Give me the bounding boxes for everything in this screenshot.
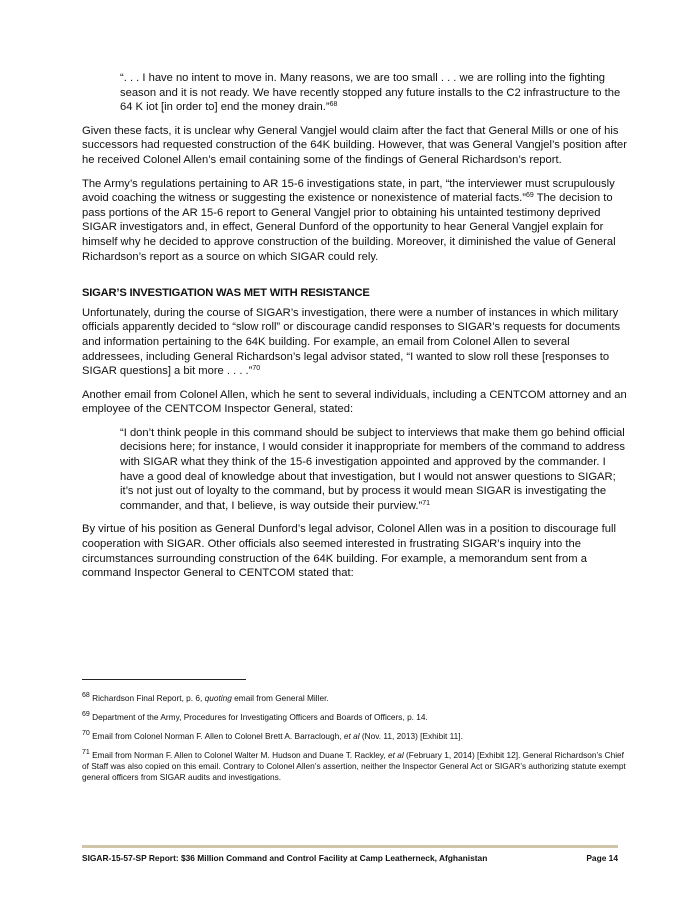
quote-2-text: “I don’t think people in this command should be subject to interviews that make them go behind official decisions here; for instance, I would consider it inappropriate for members of the command to address with SIGAR what they think of the 15-6 investigation appointed and approved by the commander. I have a good deal of knowledge about that investigation, but I would not answer questions to SIGAR; it’s not just out of loyalty to the command, but by process it would mean SIGAR is investigating the commander, and that, I believe, is way outside their purview.” — [120, 426, 625, 512]
paragraph-2-part-b: The decision to pass portions of the AR 15-6 report to General Vangjel prior to obtaining his untainted testimony deprived SIGAR investigators and, in effect, General Dunford of the opportunity to hear General Vangjel explain for himself why he decided to approve construction of the building. Moreover, it diminished the value of General Richardson’s report as a source on which SIGAR could rely. — [82, 192, 616, 263]
footnote-text: (February 1, 2014) [Exhibit 12]. General Richardson’s Chief of Staff was also copied on this email. Contrary to Colonel Allen’s assertion, neither the Inspector General Act or SIGAR’s authorizing statute exempt general officers from SIGAR audits and investigations. — [82, 750, 626, 782]
paragraph-2 — [82, 177, 630, 265]
section-heading: SIGAR’S INVESTIGATION WAS MET WITH RESISTANCE — [82, 287, 370, 300]
footnote-ref-69[interactable]: 69 — [526, 192, 534, 200]
quote-1-text: “. . . I have no intent to move in. Many reasons, we are too small . . . we are rolling into the fighting season and it is not ready. We have recently stopped any future installs to the C2 infrastructure to the 64 K iot [in order to] end the money drain.” — [120, 72, 621, 114]
paragraph-5: By virtue of his position as General Dunford’s legal advisor, Colonel Allen was in a position to discourage full cooperation with SIGAR. Other officials also seemed interested in frustrating SIGAR’s inquiry into the circumstances surrounding construction of the 64K building. For example, a memorandum sent from a command Inspector General to CENTCOM stated that: — [82, 523, 616, 580]
footnote-ref-71[interactable]: 71 — [422, 499, 431, 507]
footnote-text: Email from Colonel Norman F. Allen to Colonel Brett A. Barraclough, — [89, 731, 344, 741]
footnote-70 — [82, 731, 630, 742]
footnotes — [82, 693, 630, 783]
footnote-text: Email from Norman F. Allen to Colonel Walter M. Hudson and Duane T. Rackley, — [89, 750, 388, 760]
footnote-italic: et al — [388, 750, 404, 760]
footnote-number: 68 — [82, 692, 90, 699]
page-number: Page 14 — [586, 853, 618, 863]
footnote-italic: et al — [343, 731, 360, 741]
footnote-69 — [82, 712, 630, 723]
block-quote-2 — [120, 426, 630, 514]
footnote-text: email from General Miller. — [231, 693, 329, 703]
paragraph-4: Another email from Colonel Allen, which he sent to several individuals, including a CENTCOM attorney and an employee of the CENTCOM Inspector General, stated: — [82, 388, 627, 416]
footnote-italic: quoting — [204, 693, 232, 703]
page-footer — [82, 853, 618, 863]
footnote-ref-68[interactable]: 68 — [329, 101, 338, 109]
paragraph-1: Given these facts, it is unclear why General Vangjel would claim after the fact that General Mills or one of his successors had requested construction of the 64K building. However, that was General Vangjel’s position after he received Colonel Allen’s email containing some of the findings of General Richardson’s report. — [82, 124, 627, 166]
footnote-number: 71 — [82, 749, 90, 756]
footnote-text: Department of the Army, Procedures for Investigating Officers and Boards of Officers, p. 14. — [89, 712, 428, 722]
footnote-68 — [82, 693, 630, 704]
footnote-number: 70 — [82, 730, 90, 737]
footnote-divider — [82, 679, 246, 680]
paragraph-2-part-a: The Army’s regulations pertaining to AR 15-6 investigations state, in part, “the interviewer must scrupulously avoid coaching the witness or suggesting the existence or nonexistence of material facts.” — [82, 177, 615, 205]
paragraph-3-text: Unfortunately, during the course of SIGAR’s investigation, there were a number of instances in which military officials apparently decided to “slow roll” or discourage candid responses to SIGAR’s requests for documents and information pertaining to the 64K building. For example, an email from Colonel Allen to several addressees, including General Richardson’s legal advisor stated, “I wanted to slow roll these [responses to SIGAR questions] a bit more . . . .” — [82, 306, 621, 378]
footnote-text: (Nov. 11, 2013) [Exhibit 11]. — [359, 731, 463, 741]
main-body — [82, 71, 630, 581]
footer-report-title: SIGAR-15-57-SP Report: $36 Million Command and Control Facility at Camp Leatherneck, Afghanistan — [82, 853, 488, 863]
paragraph-3 — [82, 306, 630, 379]
footnote-ref-70[interactable]: 70 — [252, 365, 261, 373]
footnote-71 — [82, 750, 630, 783]
footnote-number: 69 — [82, 711, 90, 718]
block-quote-1 — [120, 71, 630, 115]
footer-divider — [82, 845, 618, 848]
footnote-text: Richardson Final Report, p. 6, — [89, 693, 205, 703]
